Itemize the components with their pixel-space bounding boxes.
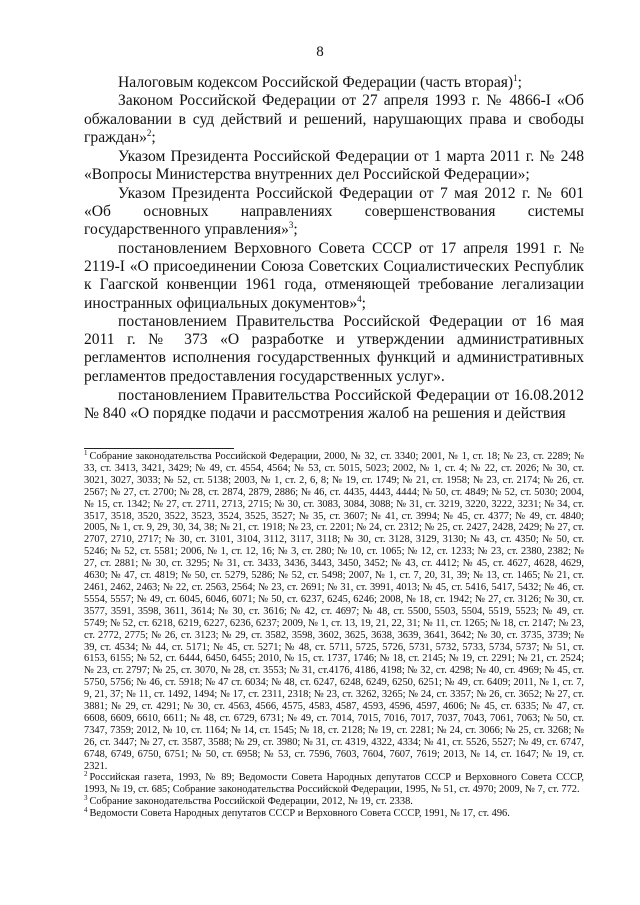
paragraph-decree-601: Указом Президента Российской Федерации от 7 мая 2012 г. № 601 «Об основных направлениях совершенствования системы государственного управления»$^3$; bbox=[84, 184, 584, 239]
footnote-2: $^2$ Российская газета, 1993, № 89; Ведомости Совета Народных депутатов СССР и Верховного Совета СССР, 1993, № 19, ст. 685; Собрание законодательства Российской Федерации, 1995, № 51, ст. 4970; 2009, № 7, ст. 772. bbox=[84, 770, 584, 796]
paragraph-law-4866: Законом Российской Федерации от 27 апреля 1993 г. № 4866-I «Об обжаловании в суд действий и решений, нарушающих права и свободы граждан»$^2$; bbox=[84, 92, 584, 146]
paragraph-resolution-840: постановлением Правительства Российской Федерации от 16.08.2012 № 840 «О порядке подачи и рассмотрения жалоб на решения и действия bbox=[84, 387, 584, 423]
paragraph-resolution-2119: постановлением Верховного Совета СССР от 17 апреля 1991 г. № 2119-I «О присоединении Союза Советских Социалистических Республик к Гаагской конвенции 1961 года, отменяющей требование легализации иностранных официальных документов»$^4$; bbox=[84, 239, 584, 312]
footnotes bbox=[84, 448, 584, 820]
footnote-ref: 1 bbox=[513, 72, 518, 83]
paragraph-tax-code: Налоговым кодексом Российской Федерации (часть вторая)$^1$; bbox=[118, 72, 522, 91]
footnote-4: $^4$ Ведомости Совета Народных депутатов СССР и Верховного Совета СССР, 1991, № 17, ст. 496. bbox=[84, 805, 510, 820]
footnote-1: $^1$ Собрание законодательства Российской Федерации, 2000, № 32, ст. 3340; 2001, № 1, ст. 18; № 23, ст. 2289; № 33, ст. 3413, 3421, 3429; № 49, ст. 4554, 4564; № 53, ст. 5015, 5023; 2002, № 1, ст. 4; № 22, ст. 2026; № 30, ст. 3021, 3027, 3033; № 52, ст. 5138; 2003, № 1, ст. 2, 6, 8; № 19, ст. 1749; № 21, ст. 1958; № 23, ст. 2174; № 26, ст. 2567; № 27, ст. 2700; № 28, ст. 2874, 2879, 2886; № 46, ст. 4435, 4443, 4444; № 50, ст. 4849; № 52, ст. 5030; 2004, № 15, ст. 1342; № 27, ст. 2711, 2713, 2715; № 30, ст. 3083, 3084, 3088; № 31, ст. 3219, 3220, 3222, 3231; № 34, ст. 3517, 3518, 3520, 3522, 3523, 3524, 3525, 3527; № 35, ст. 3607; № 41, ст. 3994; № 45, ст. 4377; № 49, ст. 4840; 2005, № 1, ст. 9, 29, 30, 34, 38; № 21, ст. 1918; № 23, ст. 2201; № 24, ст. 2312; № 25, ст. 2427, 2428, 2429; № 27, ст. 2707, 2710, 2717; № 30, ст. 3101, 3104, 3112, 3117, 3118; № 30, ст. 3128, 3129, 3130; № 43, ст. 4350; № 50, ст. 5246; № 52, ст. 5581; 2006, № 1, ст. 12, 16; № 3, ст. 280; № 10, ст. 1065; № 12, ст. 1233; № 23, ст. 2380, 2382; № 27, ст. 2881; № 30, ст. 3295; № 31, ст. 3433, 3436, 3443, 3450, 3452; № 43, ст. 4412; № 45, ст. 4627, 4628, 4629, 4630; № 47, ст. 4819; № 50, ст. 5279, 5286; № 52, ст. 5498; 2007, № 1, ст. 7, 20, 31, 39; № 13, ст. 1465; № 21, ст. 2461, 2462, 2463; № 22, ст. 2563, 2564; № 23, ст. 2691; № 31, ст. 3991, 4013; № 45, ст. 5416, 5417, 5432; № 46, ст. 5554, 5557; № 49, ст. 6045, 6046, 6071; № 50, ст. 6237, 6245, 6246; 2008, № 18, ст. 1942; № 27, ст. 3126; № 30, ст. 3577, 3591, 3598, 3611, 3614; № 30, ст. 3616; № 42, ст. 4697; № 48, ст. 5500, 5503, 5504, 5519, 5523; № 49, ст. 5749; № 52, ст. 6218, 6219, 6227, 6236, 6237; 2009, № 1, ст. 13, 19, 21, 22, 31; № 11, ст. 1265; № 18, ст. 2147; № 23, ст. 2772, 2775; № 26, ст. 3123; № 29, ст. 3582, 3598, 3602, 3625, 3638, 3639, 3641, 3642; № 30, ст. 3735, 3739; № 39, ст. 4534; № 44, ст. 5171; № 45, ст. 5271; № 48, ст. 5711, 5725, 5726, 5731, 5732, 5733, 5734, 5737; № 51, ст. 6153, 6155; № 52, ст. 6444, 6450, 6455; 2010, № 15, ст. 1737, 1746; № 18, ст. 2145; № 19, ст. 2291; № 21, ст. 2524; № 23, ст. 2797; № 25, ст. 3070, № 28, ст. 3553; № 31, ст.4176, 4186, 4198; № 32, ст. 4298; № 40, ст. 4969; № 45, ст. 5750, 5756; № 46, ст. 5918; № 47 ст. 6034; № 48, ст. 6247, 6248, 6249, 6250, 6251; № 49, ст. 6409; 2011, № 1, ст. 7, 9, 21, 37; № 11, ст. 1492, 1494; № 17, ст. 2311, 2318; № 23, ст. 3262, 3265; № 24, ст. 3357; № 26, ст. 3652; № 27, ст. 3881; № 29, ст. 4291; № 30, ст. 4563, 4566, 4575, 4583, 4587, 4593, 4596, 4597, 4606; № 45, ст. 6335; № 47, ст. 6608, 6609, 6610, 6611; № 48, ст. 6729, 6731; № 49, ст. 7014, 7015, 7016, 7017, 7037, 7043, 7061, 7063; № 50, ст. 7347, 7359; 2012, № 10, ст. 1164; № 14, ст. 1545; № 18, ст. 2128; № 19, ст. 2281; № 24, ст. 3066; № 25, ст. 3268; № 26, ст. 3447; № 27, ст. 3587, 3588; № 29, ст. 3980; № 31, ст. 4319, 4322, 4334; № 41, ст. 5526, 5527; № 49, ст. 6747, 6748, 6749, 6750, 6751; № 50, ст. 6958; № 53, ст. 7596, 7603, 7604, 7607, 7619; 2013, № 14, ст. 1647; № 19, ст. 2321. bbox=[84, 448, 584, 772]
footnote-ref: 4 bbox=[357, 293, 362, 304]
footnote-mark: 1 bbox=[84, 448, 88, 457]
footnote-mark: 4 bbox=[84, 805, 88, 814]
paragraph-decree-248: Указом Президента Российской Федерации от 1 марта 2011 г. № 248 «Вопросы Министерства внутренних дел Российской Федерации»; bbox=[84, 148, 584, 184]
footnote-ref: 2 bbox=[146, 127, 152, 138]
footnote-3: $^3$ Собрание законодательства Российской Федерации, 2012, № 19, ст. 2338. bbox=[84, 793, 413, 808]
main-text bbox=[84, 74, 584, 424]
footnote-divider bbox=[84, 448, 234, 449]
page-number: 8 bbox=[316, 44, 324, 60]
footnote-mark: 2 bbox=[84, 770, 88, 778]
paragraph-resolution-373: постановлением Правительства Российской Федерации от 16 мая 2011 г. № 373 «О разработке и утверждении административных регламентов исполнения государственных функций и административных регламентов предоставления государственных услуг». bbox=[84, 312, 584, 385]
footnote-mark: 3 bbox=[84, 793, 88, 802]
footnote-ref: 3 bbox=[288, 220, 294, 231]
